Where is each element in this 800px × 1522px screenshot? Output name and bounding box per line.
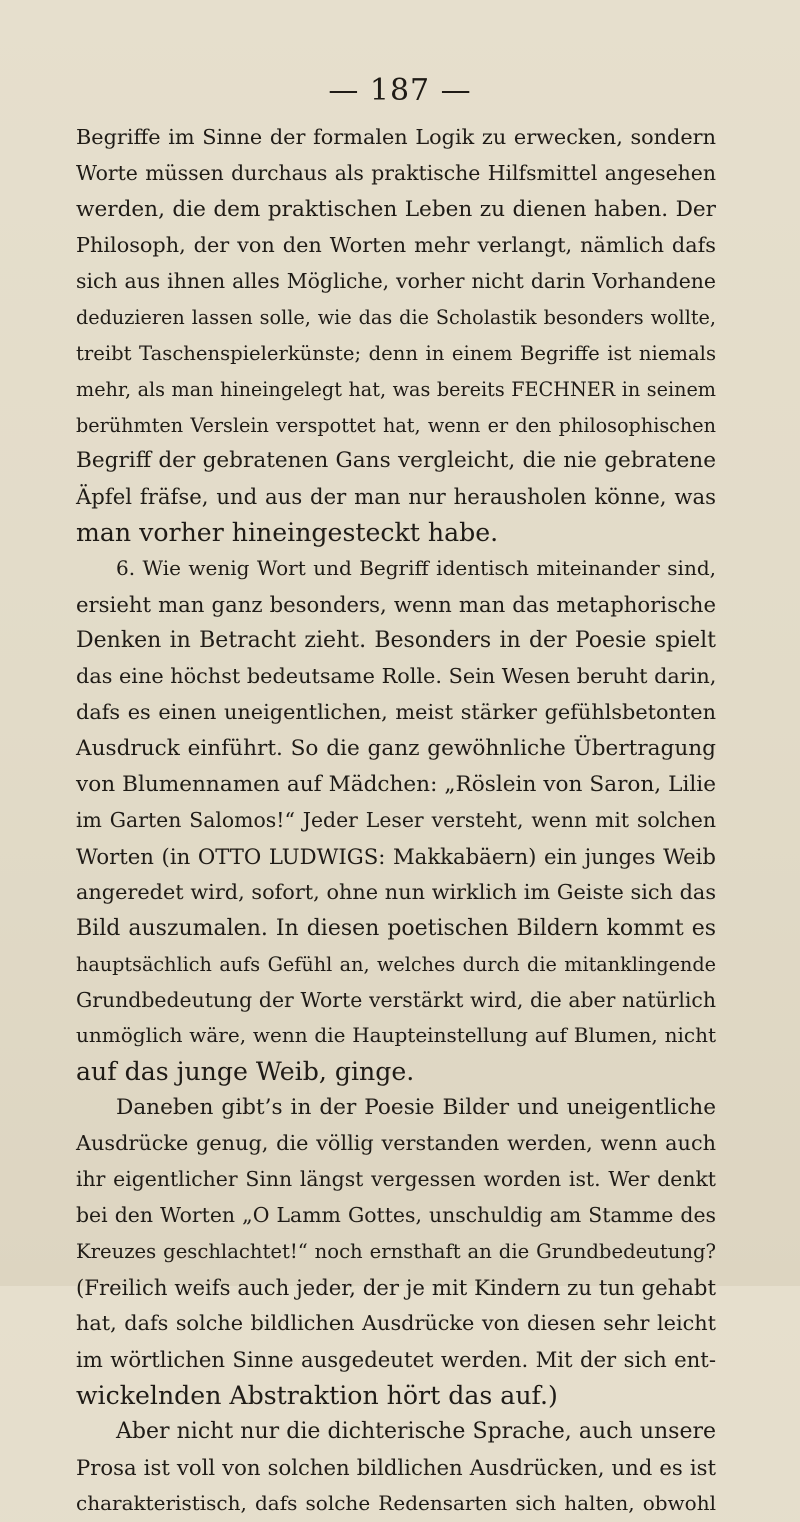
text-line: Philosoph, der von den Worten mehr verlangt, nämlich dafs (76, 232, 716, 257)
text-line: von Blumennamen auf Mädchen: „Röslein von Saron, Lilie (76, 771, 716, 797)
text-line: Grundbedeutung der Worte verstärkt wird, die aber natürlich (76, 987, 716, 1012)
text-line: bei den Worten „O Lamm Gottes, unschuldig am Stamme des (76, 1203, 716, 1228)
text-line: das eine höchst bedeutsame Rolle. Sein Wesen beruht darin, (76, 664, 717, 689)
text-line: sich aus ihnen alles Mögliche, vorher nicht darin Vorhandene (76, 268, 716, 293)
text-line: Ausdruck einführt. So die ganz gewöhnliche Übertragung (76, 735, 716, 761)
text-line: ihr eigentlicher Sinn längst vergessen worden ist. Wer denkt (76, 1167, 716, 1192)
text-line: im wörtlichen Sinne ausgedeutet werden. Mit der sich ent- (76, 1346, 716, 1372)
text-line: angeredet wird, sofort, ohne nun wirklich im Geiste sich das (76, 879, 716, 904)
text-line: dafs es einen uneigentlichen, meist stärker gefühlsbetonten (76, 700, 716, 724)
text-line: Aber nicht nur die dichterische Sprache, auch unsere (116, 1418, 716, 1444)
text-line: 6. Wie wenig Wort und Begriff identisch miteinander sind, (116, 556, 716, 581)
text-line: hauptsächlich aufs Gefühl an, welches durch die mitanklingende (76, 952, 716, 976)
page-number: — 187 — (328, 73, 472, 108)
text-line: Daneben gibt’s in der Poesie Bilder und uneigentliche (116, 1095, 716, 1121)
text-line: hat, dafs solche bildlichen Ausdrücke von diesen sehr leicht (76, 1310, 716, 1335)
text-line: im Garten Salomos!“ Jeder Leser versteht, wenn mit solchen (76, 807, 716, 832)
body-text (76, 120, 716, 1522)
text-line: Bild auszumalen. In diesen poetischen Bildern kommt es (76, 915, 716, 941)
text-line: Ausdrücke genug, die völlig verstanden werden, wenn auch (76, 1131, 716, 1156)
text-line: mehr, als man hineingelegt hat, was bereits FECHNER in seinem (76, 377, 716, 401)
text-line: Prosa ist voll von solchen bildlichen Ausdrücken, und es ist (76, 1454, 716, 1480)
text-line: Begriff der gebratenen Gans vergleicht, die nie gebratene (76, 448, 716, 474)
text-line: werden, die dem praktischen Leben zu dienen haben. Der (76, 196, 716, 222)
text-line: wickelnden Abstraktion hört das auf.) (76, 1380, 558, 1410)
text-line: Worten (in OTTO LUDWIGS: Makkabäern) ein junges Weib (76, 843, 716, 869)
text-line: auf das junge Weib, ginge. (76, 1057, 415, 1087)
text-line: (Freilich weifs auch jeder, der je mit Kindern zu tun gehabt (76, 1275, 716, 1300)
text-line: Worte müssen durchaus als praktische Hilfsmittel angesehen (76, 160, 716, 185)
text-line: charakteristisch, dafs solche Redensarten sich halten, obwohl (76, 1490, 716, 1515)
text-line: Äpfel fräfse, und aus der man nur herausholen könne, was (76, 484, 716, 510)
text-line: Denken in Betracht zieht. Besonders in der Poesie spielt (76, 628, 716, 654)
text-line: berühmten Verslein verspottet hat, wenn er den philosophischen (76, 413, 716, 437)
text-line: treibt Taschenspielerkünste; denn in einem Begriffe ist niemals (76, 341, 716, 365)
text-line: unmöglich wäre, wenn die Haupteinstellung auf Blumen, nicht (76, 1023, 716, 1048)
text-line: ersieht man ganz besonders, wenn man das metaphorische (76, 592, 716, 618)
text-line: deduzieren lassen solle, wie das die Scholastik besonders wollte, (76, 305, 716, 329)
text-line: Begriffe im Sinne der formalen Logik zu erwecken, sondern (76, 125, 716, 149)
text-line: Kreuzes geschlachtet!“ noch ernsthaft an die Grundbedeutung? (76, 1240, 716, 1264)
text-line: man vorher hineingesteckt habe. (76, 518, 499, 548)
